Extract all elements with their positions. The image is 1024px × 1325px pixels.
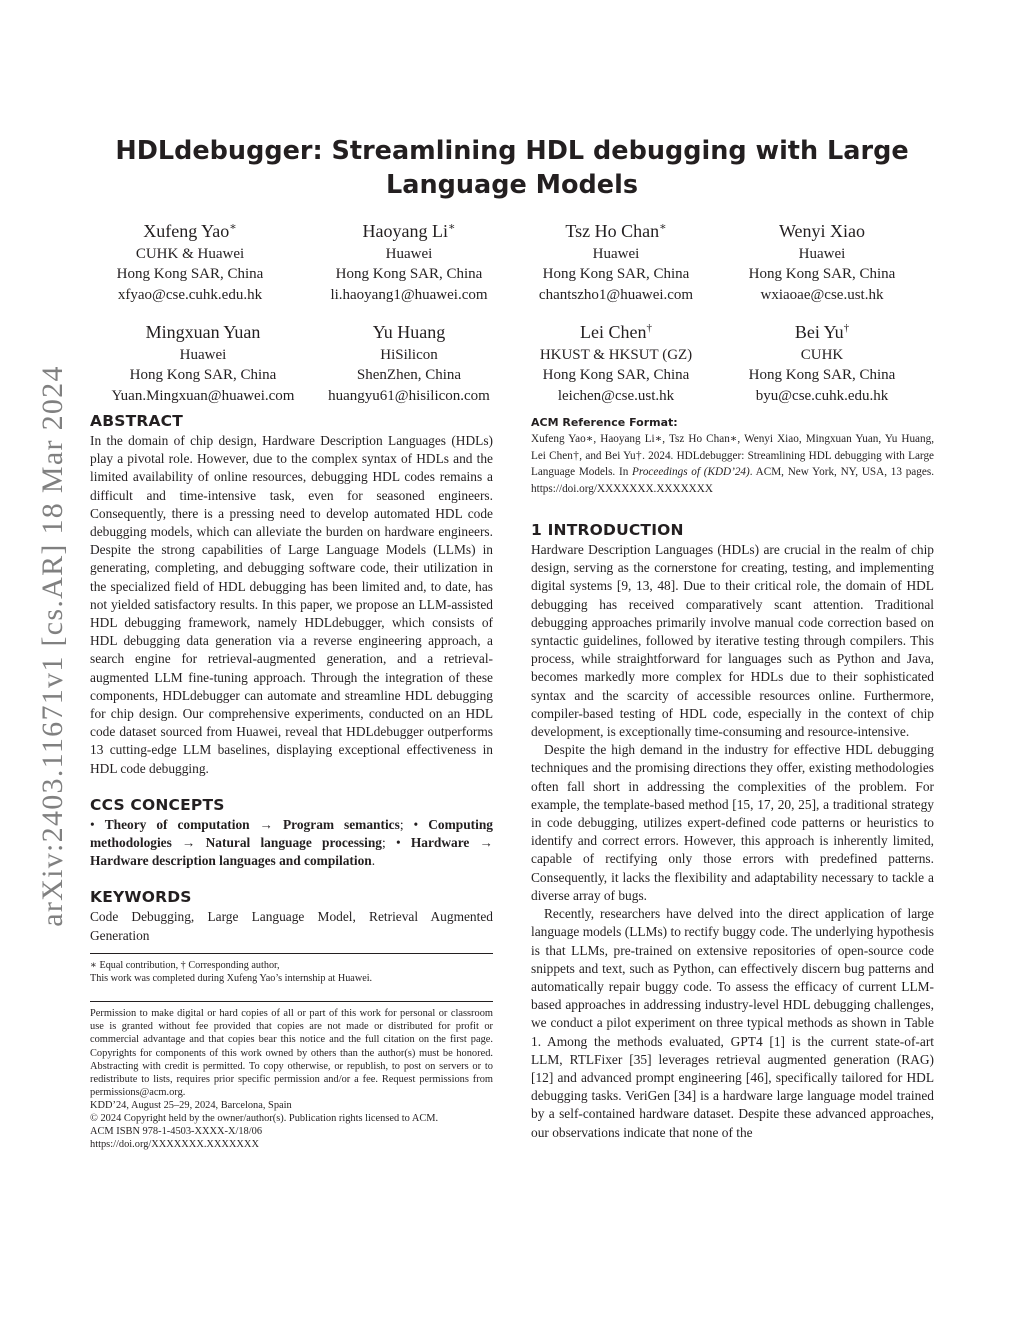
author-affiliation: Huawei	[592, 245, 640, 262]
author-block	[100, 317, 306, 406]
keywords-heading: KEYWORDS	[90, 888, 192, 907]
author-block	[719, 317, 925, 406]
author-location: Hong Kong SAR, China	[542, 367, 690, 383]
author-name: Mingxuan Yuan	[145, 322, 261, 342]
left-column	[90, 410, 493, 1151]
author-location: Hong Kong SAR, China	[748, 367, 896, 383]
author-email: xfyao@cse.cuhk.edu.hk	[117, 286, 263, 303]
ccs-arrow: →	[479, 835, 493, 851]
author-email: leichen@cse.ust.hk	[557, 387, 675, 404]
author-affiliation: CUHK & Huawei	[135, 245, 245, 262]
author-mark: ∗	[229, 221, 237, 233]
paper-title: HDLdebugger: Streamlining HDL debugging with Large Language Models	[115, 136, 909, 200]
author-email: byu@cse.cuhk.edu.hk	[755, 387, 889, 404]
abstract-heading: ABSTRACT	[90, 412, 184, 430]
copyright-line: © 2024 Copyright held by the owner/author(s). Publication rights licensed to ACM.	[90, 1113, 439, 1125]
ccs-item: Natural language processing	[205, 835, 383, 851]
author-mark: †	[646, 322, 652, 334]
ccs-separator: .	[371, 853, 376, 869]
ccs-arrow: →	[182, 835, 196, 851]
footnote-rule	[90, 953, 493, 954]
footnote-internship: This work was completed during Xufeng Yao’s internship at Huawei.	[90, 973, 373, 985]
reference-authors: Xufeng Yao∗, Haoyang Li∗, Tsz Ho Chan∗, Wenyi Xiao, Mingxuan Yuan, Yu Huang, Lei Chen†, and Bei Yu†. 2024. HDLdebugger: Streamlining HDL debugging with Large Language Models. In	[531, 433, 934, 479]
right-column	[531, 410, 934, 1142]
author-location: Hong Kong SAR, China	[335, 266, 483, 282]
reference-venue: Proceedings of (KDD’24)	[632, 466, 750, 479]
author-location: Hong Kong SAR, China	[116, 266, 264, 282]
author-name: Xufeng Yao	[143, 221, 230, 241]
author-block	[513, 317, 719, 406]
author-block	[87, 216, 293, 305]
author-affiliation: HKUST & HKSUT (GZ)	[539, 346, 693, 363]
author-email: li.haoyang1@huawei.com	[330, 286, 488, 303]
intro-paragraph: Despite the high demand in the industry for effective HDL debugging techniques and the promising directions they offer, existing methodologies often fall short in addressing the complexities of the problem. For example, the template-based method [15, 17, 20, 25], a traditional strategy in code debugging, utilizes expert-defined code patterns or heuristics to identify and correct errors. However, this approach is inherently limited, capable of rectifying only those errors with predefined patterns. Consequently, it lacks the flexibility and adaptability necessary to tackle a diverse array of bugs.	[531, 742, 934, 903]
author-email: wxiaoae@cse.ust.hk	[760, 286, 884, 303]
author-name: Lei Chen	[580, 322, 647, 342]
author-mark: ∗	[448, 221, 456, 233]
ccs-item: Hardware	[410, 835, 470, 851]
ccs-separator: ;	[382, 835, 386, 851]
author-block	[513, 216, 719, 305]
ccs-separator: ;	[399, 816, 404, 832]
author-name: Yu Huang	[372, 322, 446, 342]
reference-rest: . ACM, New York, NY, USA, 13 pages. https://doi.org/XXXXXXX.XXXXXXX	[531, 466, 934, 495]
abstract-text: In the domain of chip design, Hardware Description Languages (HDLs) play a pivotal role. However, due to the complex syntax of HDLs and the limited availability of online resources, debugging HDL codes remains a difficult and time-intensive task, even for seasoned engineers. Consequently, there is a pressing need to develop automated HDL code debugging models, which can alleviate the burden on hardware engineers. Despite the strong capabilities of Large Language Models (LLMs) in generating, completing, and debugging software code, their utilization in the specialized field of HDL debugging has been limited and, to date, has not yielded satisfactory results. In this paper, we propose an LLM-assisted HDL debugging framework, namely HDLdebugger, which consists of HDL debugging data generation via a reverse engineering approach, a search engine for retrieval-augmented generation, and a retrieval-augmented LLM fine-tuning approach. Through the integration of these components, HDLdebugger can automate and streamline HDL debugging for chip design. Our comprehensive experiments, conducted on an HDL code dataset sourced from Huawei, reveal that HDLdebugger outperforms 13 cutting-edge LLM baselines, displaying exceptional effectiveness in HDL code debugging.	[90, 433, 493, 776]
ccs-item: Hardware description languages and compilation	[90, 853, 372, 869]
author-name: Haoyang Li	[362, 221, 448, 241]
author-name: Tsz Ho Chan	[565, 221, 660, 241]
isbn-line: ACM ISBN 978-1-4503-XXXX-X/18/06	[90, 1126, 263, 1138]
ccs-bullet: •	[413, 816, 419, 832]
author-email: Yuan.Mingxuan@huawei.com	[111, 387, 295, 404]
author-location: Hong Kong SAR, China	[542, 266, 690, 282]
author-location: Hong Kong SAR, China	[129, 367, 277, 383]
ccs-heading: CCS CONCEPTS	[90, 795, 225, 814]
author-affiliation: Huawei	[385, 245, 433, 262]
ccs-bullet: •	[395, 835, 401, 851]
author-block	[719, 216, 925, 305]
intro-paragraph: Hardware Description Languages (HDLs) are crucial in the realm of chip design, serving as the cornerstone for creating, testing, and implementing digital systems [9, 13, 48]. Due to their critical role, the domain of HDL debugging has received comparatively scant attention. Traditional debugging approaches primarily involve manual code correction based on syntactic guidelines, followed by iterative testing through compilers. This process, while straightforward for languages such as Python and Java, becomes markedly more complex for HDLs due to their sophisticated syntax and the scarcity of accessible resources online. Furthermore, compiler-based testing of HDL code, especially in the context of chip development, is exceptionally time-consuming and resource-intensive.	[531, 542, 934, 740]
author-affiliation: Huawei	[179, 346, 227, 363]
arxiv-identifier: arXiv:2403.11671v1 [cs.AR] 18 Mar 2024	[36, 365, 69, 927]
introduction-heading: 1 INTRODUCTION	[531, 521, 684, 540]
author-email: chantszho1@huawei.com	[538, 286, 694, 303]
ccs-item: Theory of computation	[104, 816, 250, 832]
author-block	[306, 317, 512, 406]
author-block	[306, 216, 512, 305]
footnote-contribution: ∗ Equal contribution, † Corresponding author,	[90, 959, 280, 971]
conference-info: KDD’24, August 25–29, 2024, Barcelona, Spain	[90, 1099, 292, 1111]
permission-rule	[90, 1001, 493, 1002]
doi-link[interactable]: https://doi.org/XXXXXXX.XXXXXXX	[90, 1139, 259, 1151]
ccs-item: Program semantics	[282, 816, 400, 832]
author-name: Bei Yu	[794, 322, 844, 342]
author-name: Wenyi Xiao	[778, 221, 866, 241]
keywords-text: Code Debugging, Large Language Model, Retrieval Augmented Generation	[90, 909, 493, 943]
author-mark: †	[843, 322, 850, 334]
acm-reference-format	[531, 415, 934, 497]
intro-paragraph: Recently, researchers have delved into the direct application of large language models (LLMs) to rectify buggy code. The underlying hypothesis is that LLMs, pre-trained on extensive repositories of open-source code snippets and text, such as Python, can effectively discern bug patterns and automatically repair buggy code. To assess the efficacy of current LLM-based approaches in addressing industry-level HDL debugging challenges, we conduct a pilot experiment on three typical methods as shown in Table 1. Among the methods evaluated, GPT4 [1] is the current state-of-art LLM, RTLFixer [35] leverages retrieval augmented generation (RAG) [12] and advanced prompt engineering [46], specifically tailored for HDL debugging tasks. VeriGen [34] is a hardware large language model trained by a self-contained hardware dataset. Despite these advanced approaches, our observations indicate that none of the	[531, 906, 934, 1140]
reference-format-heading: ACM Reference Format:	[531, 416, 678, 429]
ccs-bullet: •	[90, 816, 95, 832]
author-email: huangyu61@hisilicon.com	[328, 387, 490, 404]
author-mark: ∗	[659, 221, 667, 233]
permission-notice: Permission to make digital or hard copies of all or part of this work for personal or classroom use is granted without fee provided that copies are not made or distributed for profit or commercial advantage and that copies bear this notice and the full citation on the first page. Copyrights for components of this work owned by others than the author(s) must be honored. Abstracting with credit is permitted. To copy otherwise, or republish, to post on servers or to redistribute to lists, requires prior specific permission and/or a fee. Request permissions from permissions@acm.org.	[90, 1008, 493, 1098]
author-location: ShenZhen, China	[356, 367, 462, 383]
author-location: Hong Kong SAR, China	[748, 266, 896, 282]
ccs-item: Computing methodologies	[90, 816, 493, 851]
author-affiliation: Huawei	[798, 245, 846, 262]
ccs-arrow: →	[259, 816, 273, 832]
ccs-concepts	[90, 816, 493, 871]
author-affiliation: HiSilicon	[380, 346, 438, 363]
author-affiliation: CUHK	[800, 346, 844, 363]
